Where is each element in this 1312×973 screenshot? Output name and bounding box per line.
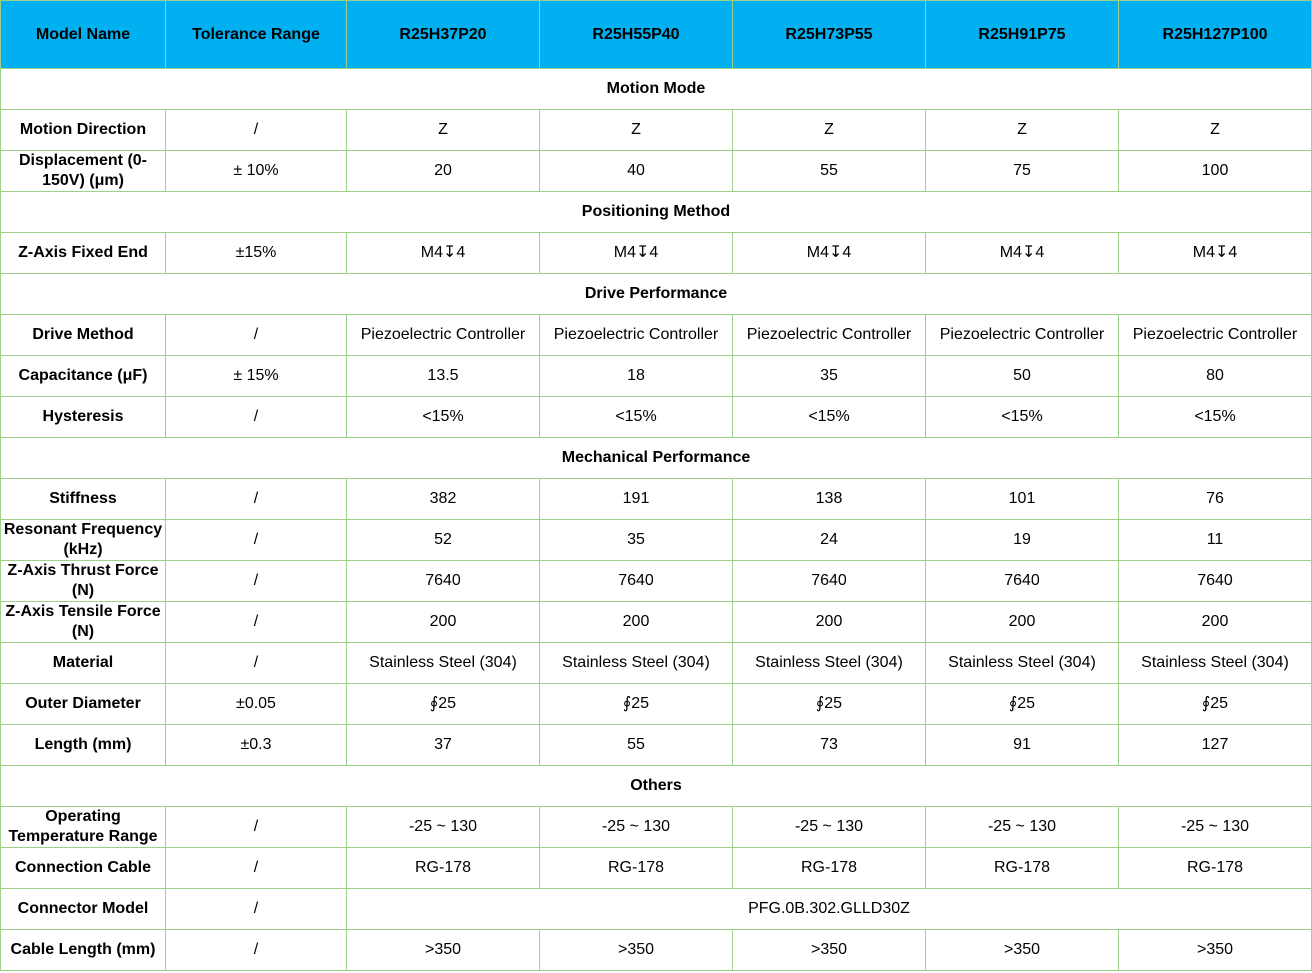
value-cell: 100 xyxy=(1119,151,1312,192)
value-cell: 35 xyxy=(733,356,926,397)
table-row xyxy=(1,807,1312,848)
value-cell: 40 xyxy=(540,151,733,192)
value-cell: 138 xyxy=(733,479,926,520)
value-cell: Piezoelectric Controller xyxy=(347,315,540,356)
header-model-name: Model Name xyxy=(1,1,166,69)
value-cell: 20 xyxy=(347,151,540,192)
header-model: R25H91P75 xyxy=(926,1,1119,69)
value-cell: 18 xyxy=(540,356,733,397)
row-label: Hysteresis xyxy=(1,397,166,438)
table-row xyxy=(1,889,1312,930)
value-cell: ∮25 xyxy=(926,684,1119,725)
table-row xyxy=(1,233,1312,274)
table-row xyxy=(1,151,1312,192)
value-cell: 50 xyxy=(926,356,1119,397)
tolerance-cell: / xyxy=(166,520,347,561)
value-cell: Z xyxy=(347,110,540,151)
value-cell: 200 xyxy=(1119,602,1312,643)
tolerance-cell: / xyxy=(166,889,347,930)
table-row xyxy=(1,520,1312,561)
value-cell: 37 xyxy=(347,725,540,766)
table-row xyxy=(1,725,1312,766)
value-cell: 52 xyxy=(347,520,540,561)
value-cell: Z xyxy=(1119,110,1312,151)
tolerance-cell: / xyxy=(166,315,347,356)
value-cell: >350 xyxy=(926,930,1119,971)
table-row xyxy=(1,315,1312,356)
row-label: Material xyxy=(1,643,166,684)
header-row xyxy=(1,1,1312,69)
value-cell: 19 xyxy=(926,520,1119,561)
row-label: Z-Axis Fixed End xyxy=(1,233,166,274)
section-title: Drive Performance xyxy=(1,274,1312,315)
header-tolerance-range: Tolerance Range xyxy=(166,1,347,69)
section-row xyxy=(1,766,1312,807)
value-cell: ∮25 xyxy=(540,684,733,725)
value-cell: 200 xyxy=(347,602,540,643)
value-cell: Stainless Steel (304) xyxy=(926,643,1119,684)
section-title: Motion Mode xyxy=(1,69,1312,110)
value-cell: 55 xyxy=(733,151,926,192)
value-cell: ∮25 xyxy=(347,684,540,725)
value-cell: 75 xyxy=(926,151,1119,192)
value-cell: Piezoelectric Controller xyxy=(540,315,733,356)
value-cell: 7640 xyxy=(540,561,733,602)
value-cell: -25 ~ 130 xyxy=(347,807,540,848)
table-row xyxy=(1,561,1312,602)
value-cell: <15% xyxy=(540,397,733,438)
tolerance-cell: / xyxy=(166,479,347,520)
value-cell: RG-178 xyxy=(733,848,926,889)
table-row xyxy=(1,479,1312,520)
value-cell: 200 xyxy=(540,602,733,643)
tolerance-cell: / xyxy=(166,807,347,848)
value-cell: 55 xyxy=(540,725,733,766)
row-label: Z-Axis Tensile Force (N) xyxy=(1,602,166,643)
row-label: Connection Cable xyxy=(1,848,166,889)
value-cell: 73 xyxy=(733,725,926,766)
row-label: Connector Model xyxy=(1,889,166,930)
value-cell: 11 xyxy=(1119,520,1312,561)
row-label: Displacement (0-150V) (μm) xyxy=(1,151,166,192)
value-cell: <15% xyxy=(347,397,540,438)
value-cell: Stainless Steel (304) xyxy=(540,643,733,684)
section-row xyxy=(1,69,1312,110)
table-row xyxy=(1,684,1312,725)
table-row xyxy=(1,397,1312,438)
value-cell: 7640 xyxy=(926,561,1119,602)
value-cell: Z xyxy=(733,110,926,151)
section-row xyxy=(1,438,1312,479)
value-cell: 91 xyxy=(926,725,1119,766)
table-row xyxy=(1,930,1312,971)
row-label: Cable Length (mm) xyxy=(1,930,166,971)
row-label: Operating Temperature Range xyxy=(1,807,166,848)
section-title: Positioning Method xyxy=(1,192,1312,233)
tolerance-cell: / xyxy=(166,602,347,643)
value-cell: -25 ~ 130 xyxy=(1119,807,1312,848)
value-cell: Stainless Steel (304) xyxy=(347,643,540,684)
row-label: Resonant Frequency (kHz) xyxy=(1,520,166,561)
row-label: Z-Axis Thrust Force (N) xyxy=(1,561,166,602)
value-cell: Piezoelectric Controller xyxy=(1119,315,1312,356)
value-cell: M4↧4 xyxy=(1119,233,1312,274)
row-label: Motion Direction xyxy=(1,110,166,151)
value-cell: 200 xyxy=(926,602,1119,643)
tolerance-cell: / xyxy=(166,930,347,971)
tolerance-cell: ±0.05 xyxy=(166,684,347,725)
row-label: Outer Diameter xyxy=(1,684,166,725)
value-cell: RG-178 xyxy=(347,848,540,889)
tolerance-cell: / xyxy=(166,397,347,438)
value-cell: M4↧4 xyxy=(540,233,733,274)
value-cell: <15% xyxy=(733,397,926,438)
value-cell: M4↧4 xyxy=(926,233,1119,274)
table-row xyxy=(1,110,1312,151)
value-cell: >350 xyxy=(733,930,926,971)
value-cell: M4↧4 xyxy=(347,233,540,274)
value-cell: <15% xyxy=(1119,397,1312,438)
value-cell: 7640 xyxy=(347,561,540,602)
tolerance-cell: ± 15% xyxy=(166,356,347,397)
row-label: Length (mm) xyxy=(1,725,166,766)
section-title: Others xyxy=(1,766,1312,807)
value-cell: -25 ~ 130 xyxy=(733,807,926,848)
value-cell: 80 xyxy=(1119,356,1312,397)
tolerance-cell: ±15% xyxy=(166,233,347,274)
value-cell: 24 xyxy=(733,520,926,561)
value-cell: -25 ~ 130 xyxy=(926,807,1119,848)
value-cell: >350 xyxy=(1119,930,1312,971)
value-cell: 127 xyxy=(1119,725,1312,766)
spec-table-body xyxy=(1,69,1312,971)
value-cell: <15% xyxy=(926,397,1119,438)
header-model: R25H73P55 xyxy=(733,1,926,69)
value-cell: 101 xyxy=(926,479,1119,520)
tolerance-cell: / xyxy=(166,643,347,684)
value-cell: RG-178 xyxy=(540,848,733,889)
section-title: Mechanical Performance xyxy=(1,438,1312,479)
header-model: R25H55P40 xyxy=(540,1,733,69)
value-cell: 382 xyxy=(347,479,540,520)
value-cell: 76 xyxy=(1119,479,1312,520)
row-label: Capacitance (μF) xyxy=(1,356,166,397)
value-cell: -25 ~ 130 xyxy=(540,807,733,848)
value-cell: 7640 xyxy=(733,561,926,602)
table-row xyxy=(1,848,1312,889)
row-label: Stiffness xyxy=(1,479,166,520)
value-cell: 200 xyxy=(733,602,926,643)
value-cell: Piezoelectric Controller xyxy=(733,315,926,356)
tolerance-cell: ±0.3 xyxy=(166,725,347,766)
value-cell: >350 xyxy=(540,930,733,971)
value-cell: ∮25 xyxy=(733,684,926,725)
section-row xyxy=(1,192,1312,233)
value-cell: Stainless Steel (304) xyxy=(1119,643,1312,684)
table-row xyxy=(1,643,1312,684)
row-label: Drive Method xyxy=(1,315,166,356)
value-cell: RG-178 xyxy=(926,848,1119,889)
merged-value-cell: PFG.0B.302.GLLD30Z xyxy=(347,889,1312,930)
value-cell: RG-178 xyxy=(1119,848,1312,889)
tolerance-cell: ± 10% xyxy=(166,151,347,192)
value-cell: 191 xyxy=(540,479,733,520)
value-cell: 7640 xyxy=(1119,561,1312,602)
value-cell: Stainless Steel (304) xyxy=(733,643,926,684)
value-cell: Z xyxy=(926,110,1119,151)
value-cell: Z xyxy=(540,110,733,151)
tolerance-cell: / xyxy=(166,561,347,602)
value-cell: >350 xyxy=(347,930,540,971)
header-model: R25H37P20 xyxy=(347,1,540,69)
tolerance-cell: / xyxy=(166,110,347,151)
value-cell: M4↧4 xyxy=(733,233,926,274)
value-cell: ∮25 xyxy=(1119,684,1312,725)
value-cell: 35 xyxy=(540,520,733,561)
value-cell: 13.5 xyxy=(347,356,540,397)
table-row xyxy=(1,356,1312,397)
section-row xyxy=(1,274,1312,315)
tolerance-cell: / xyxy=(166,848,347,889)
value-cell: Piezoelectric Controller xyxy=(926,315,1119,356)
header-model: R25H127P100 xyxy=(1119,1,1312,69)
table-row xyxy=(1,602,1312,643)
